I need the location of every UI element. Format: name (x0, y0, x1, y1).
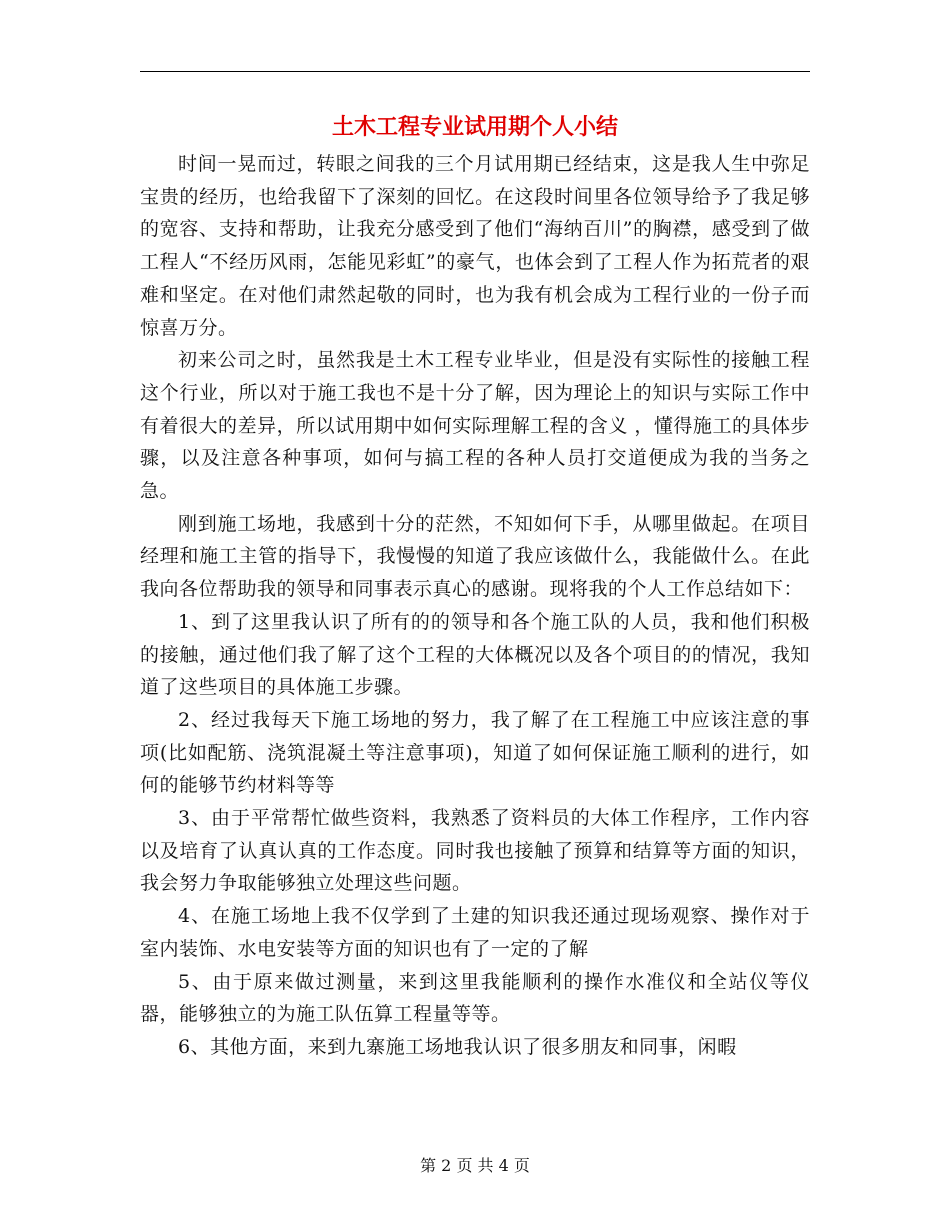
paragraph-item-5: 5、由于原来做过测量，来到这里我能顺利的操作水准仪和全站仪等仪器，能够独立的为施工队伍算工程量等等。 (140, 970, 810, 1026)
paragraph-item-3: 3、由于平常帮忙做些资料，我熟悉了资料员的大体工作程序，工作内容以及培育了认真认真的工作态度。同时我也接触了预算和结算等方面的知识，我会努力争取能够独立处理这些问题。 (140, 807, 810, 895)
document-body (140, 148, 810, 1064)
header-rule (140, 71, 810, 72)
paragraph-item-1: 1、到了这里我认识了所有的的领导和各个施工队的人员，我和他们积极的接触，通过他们我了解了这个工程的大体概况以及各个项目的的情况，我知道了这些项目的具体施工步骤。 (140, 610, 810, 699)
paragraph-background: 初来公司之时，虽然我是土木工程专业毕业，但是没有实际性的接触工程这个行业，所以对于施工我也不是十分了解，因为理论上的知识与实际工作中有着很大的差异，所以试用期中如何实际理解工程的含义 ，懂得施工的具体步骤，以及注意各种事项，如何与搞工程的各种人员打交道便成为我的当务之急。 (140, 349, 810, 503)
paragraph-item-6: 6、其他方面，来到九寨施工场地我认识了很多朋友和同事，闲暇 (178, 1035, 737, 1058)
page-number-footer: 第 2 页 共 4 页 (420, 1156, 530, 1175)
paragraph-intro: 时间一晃而过，转眼之间我的三个月试用期已经结束，这是我人生中弥足宝贵的经历，也给我留下了深刻的回忆。在这段时间里各位领导给予了我足够的宽容、支持和帮助，让我充分感受到了他们“海纳百川”的胸襟，感受到了做工程人“不经历风雨，怎能见彩虹”的豪气，也体会到了工程人作为拓荒者的艰难和坚定。在对他们肃然起敬的同时，也为我有机会成为工程行业的一份子而惊喜万分。 (140, 153, 810, 339)
paragraph-item-4: 4、在施工场地上我不仅学到了土建的知识我还通过现场观察、操作对于室内装饰、水电安装等方面的知识也有了一定的了解 (140, 905, 810, 960)
paragraph-arrival: 刚到施工场地，我感到十分的茫然，不知如何下手，从哪里做起。在项目经理和施工主管的指导下，我慢慢的知道了我应该做什么，我能做什么。在此我向各位帮助我的领导和同事表示真心的感谢。现将我的个人工作总结如下： (140, 512, 810, 601)
paragraph-item-2: 2、经过我每天下施工场地的努力，我了解了在工程施工中应该注意的事项(比如配筋、浇筑混凝土等注意事项)，知道了如何保证施工顺利的进行，如何的能够节约材料等等 (140, 708, 810, 797)
document-title: 土木工程专业试用期个人小结 (331, 114, 618, 140)
